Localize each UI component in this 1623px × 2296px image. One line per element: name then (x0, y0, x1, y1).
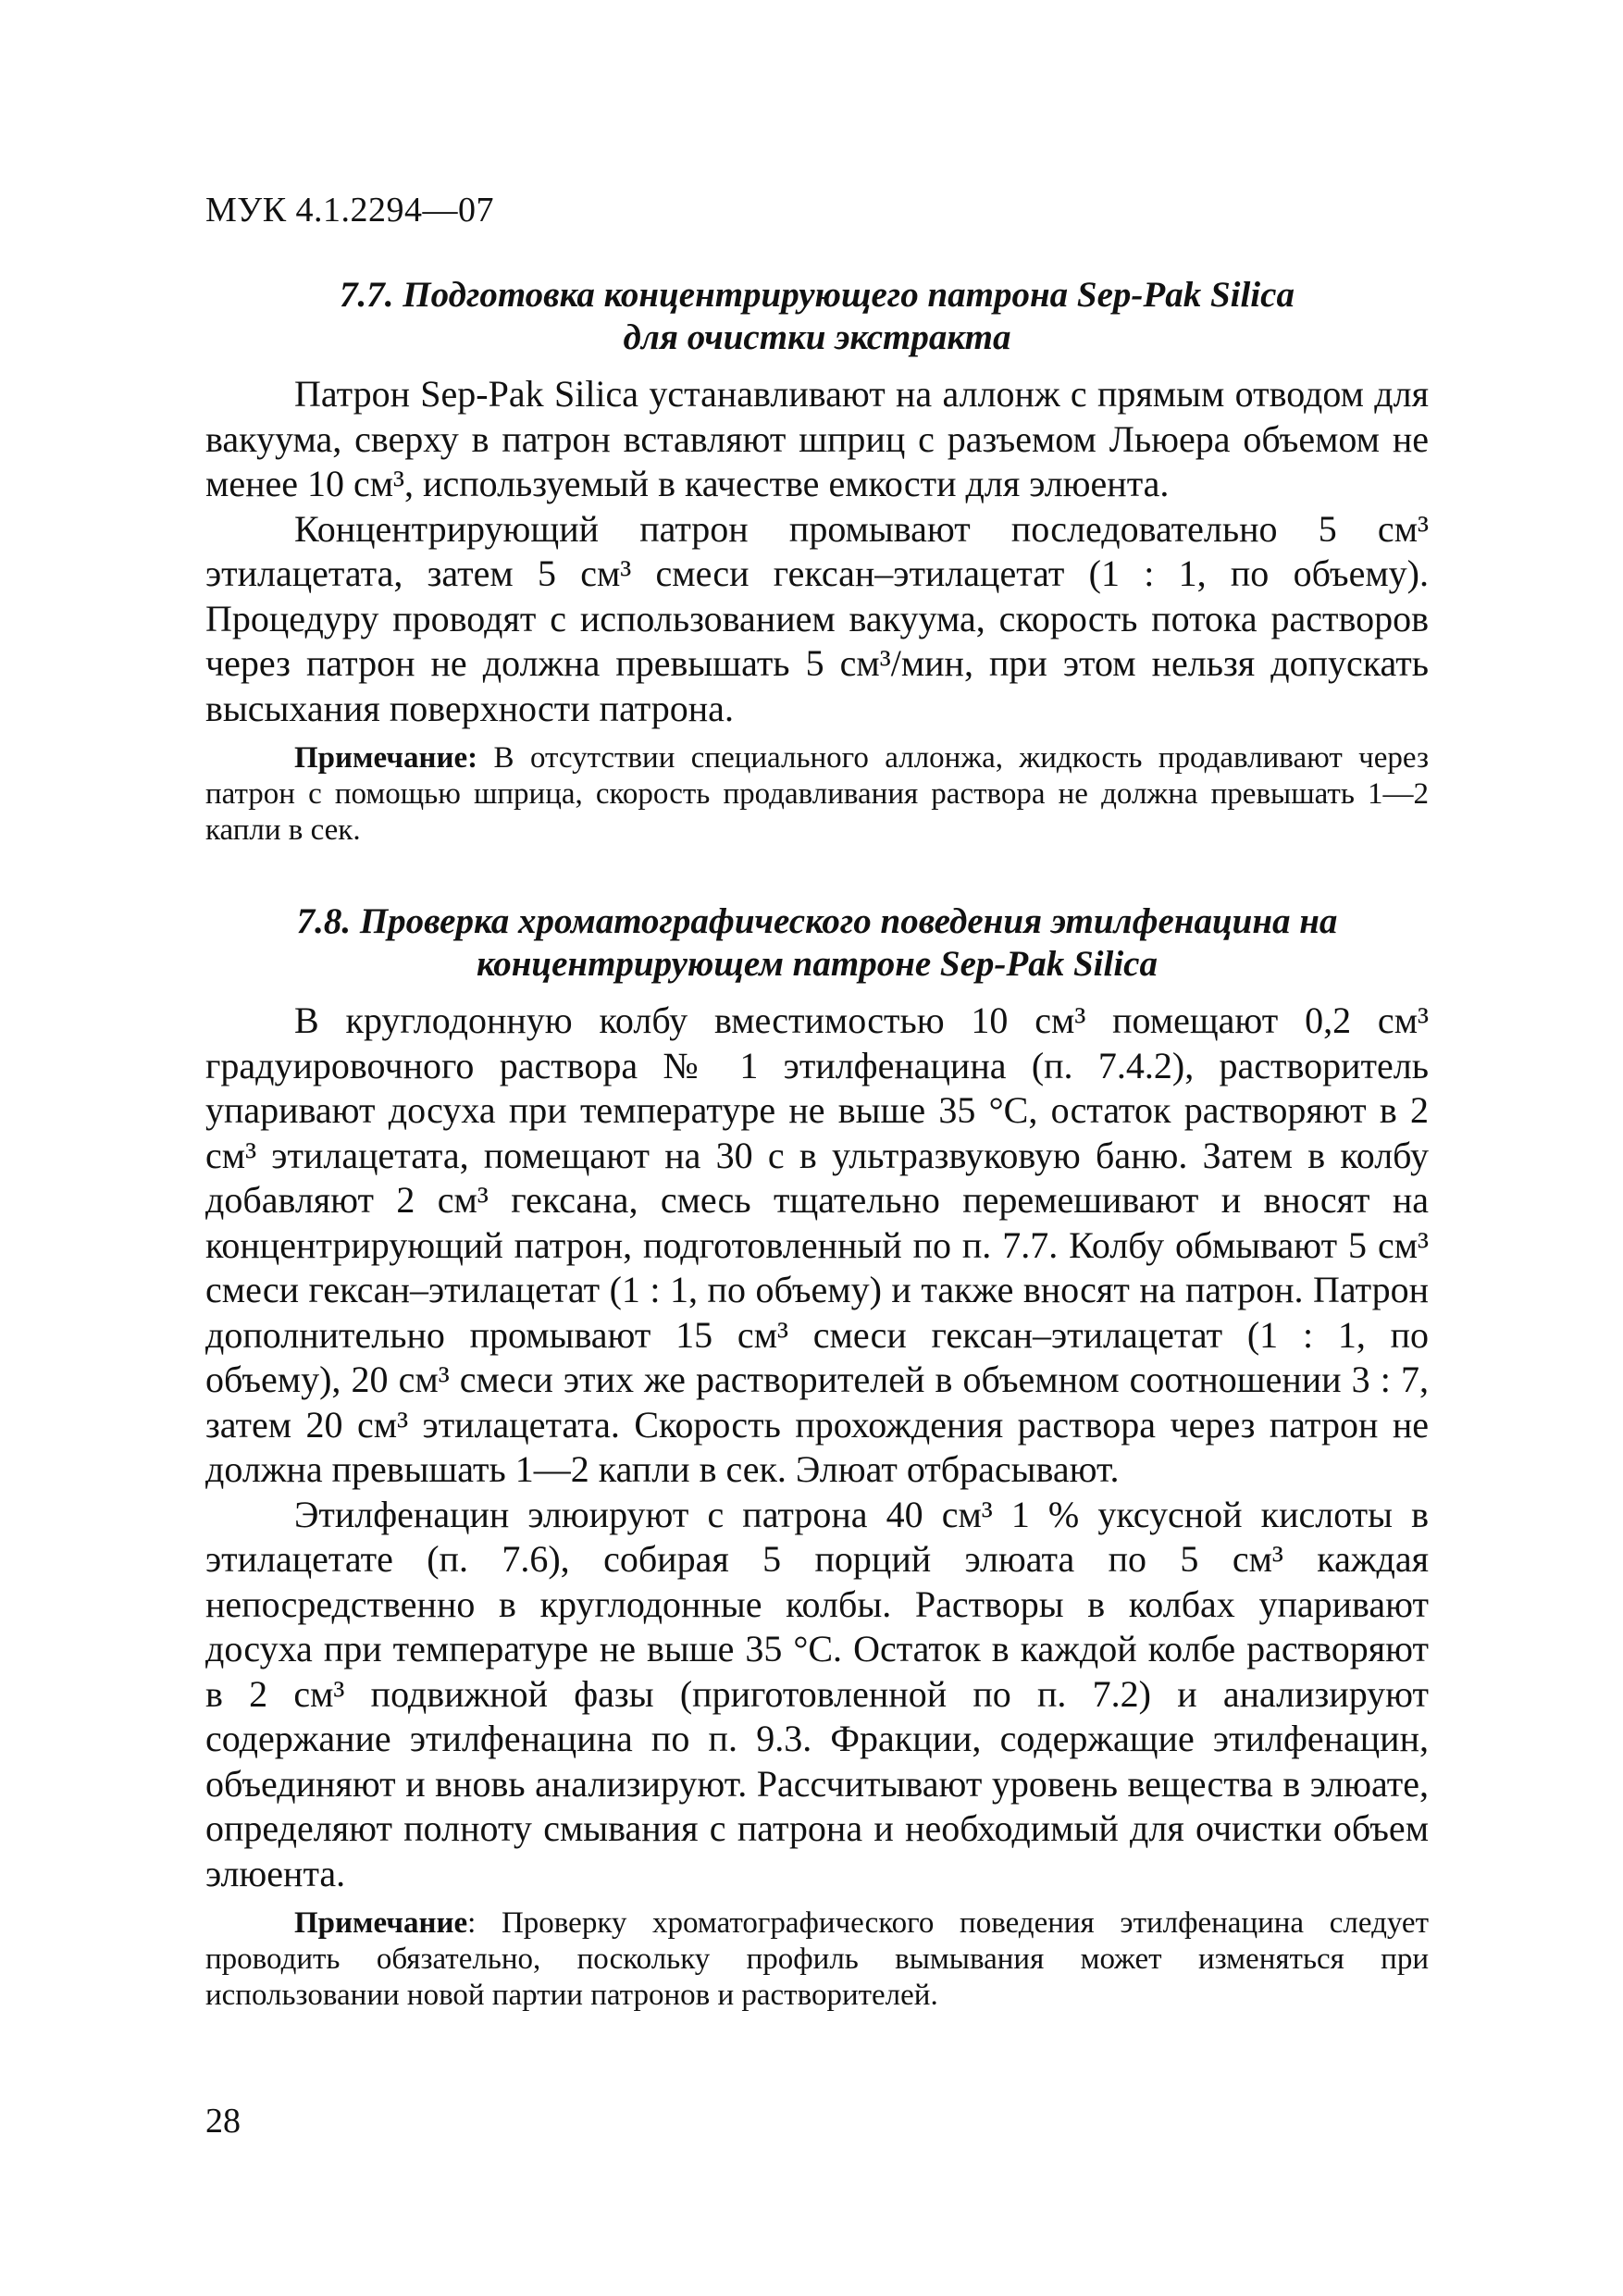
note (205, 1905, 1429, 2014)
page-number: 28 (205, 2102, 241, 2141)
section-heading-line: для очистки экстракта (623, 317, 1011, 357)
paragraph: Этилфенацин элюируют с патрона 40 см³ 1 % уксусной кислоты в этилацетате (п. 7.6), собирая 5 порций элюата по 5 см³ каждая непосредственно в круглодонные колбы. Растворы в колбах упаривают досуха при температуре не выше 35 °С. Остаток в каждой колбе растворяют в 2 см³ подвижной фазы (приготовленной по п. 7.2) и анализируют содержание этилфенацина по п. 9.3. Фракции, содержащие этилфенацин, объединяют и вновь анализируют. Рассчитывают уровень вещества в элюате, определяют полноту смывания с патрона и необходимый для очистки объем элюента. (205, 1493, 1429, 1894)
note-text: В отсутствии специального аллонжа, жидкость продавливают через патрон с помощью шприца, скорость продавливания раствора не должна превышать 1—2 капли в сек. (205, 741, 1429, 847)
paragraph: Патрон Sep-Pak Silica устанавливают на аллонж с прямым отводом для вакуума, сверху в патрон вставляют шприц с разъемом Льюера объемом не менее 10 см³, используемый в качестве емкости для элюента. (205, 373, 1429, 504)
note (205, 740, 1429, 849)
section-heading-line: 7.8. Проверка хроматографического поведения этилфенацина на (296, 901, 1338, 941)
note-text: : Проверку хроматографического поведения этилфенацина следует проводить обязательно, поскольку профиль вымывания может изменяться при использовании новой партии патронов и растворителей. (205, 1906, 1429, 2012)
note-label: Примечание: (294, 741, 478, 775)
document-code-header: МУК 4.1.2294—07 (205, 191, 495, 230)
paragraph: Концентрирующий патрон промывают последовательно 5 см³ этилацетата, затем 5 см³ смеси гексан–этилацетат (1 : 1, по объему). Процедуру проводят с использованием вакуума, скорость потока растворов через патрон не должна превышать 5 см³/мин, при этом нельзя допускать высыхания поверхности патрона. (205, 507, 1429, 729)
section-heading-line: 7.7. Подготовка концентрирующего патрона Sep-Pak Silica (340, 275, 1295, 315)
section-7-8 (205, 900, 1429, 2014)
section-heading (205, 900, 1429, 986)
note-label: Примечание (294, 1906, 468, 1940)
section-heading-line: концентрирующем патроне Sep-Pak Silica (477, 944, 1158, 984)
section-heading (205, 274, 1429, 359)
section-7-7 (205, 274, 1429, 849)
page-content (205, 274, 1429, 2014)
paragraph: В круглодонную колбу вместимостью 10 см³ помещают 0,2 см³ градуировочного раствора № 1 этилфенацина (п. 7.4.2), растворитель упаривают досуха при температуре не выше 35 °С, остаток растворяют в 2 см³ этилацетата, помещают на 30 с в ультразвуковую баню. Затем в колбу добавляют 2 см³ гексана, смесь тщательно перемешивают и вносят на концентрирующий патрон, подготовленный по п. 7.7. Колбу обмывают 5 см³ смеси гексан–этилацетат (1 : 1, по объему) и также вносят на патрон. Патрон дополнительно промывают 15 см³ смеси гексан–этилацетат (1 : 1, по объему), 20 см³ смеси этих же растворителей в объемном соотношении 3 : 7, затем 20 см³ этилацетата. Скорость прохождения раствора через патрон не должна превышать 1—2 капли в сек. Элюат отбрасывают. (205, 999, 1429, 1490)
